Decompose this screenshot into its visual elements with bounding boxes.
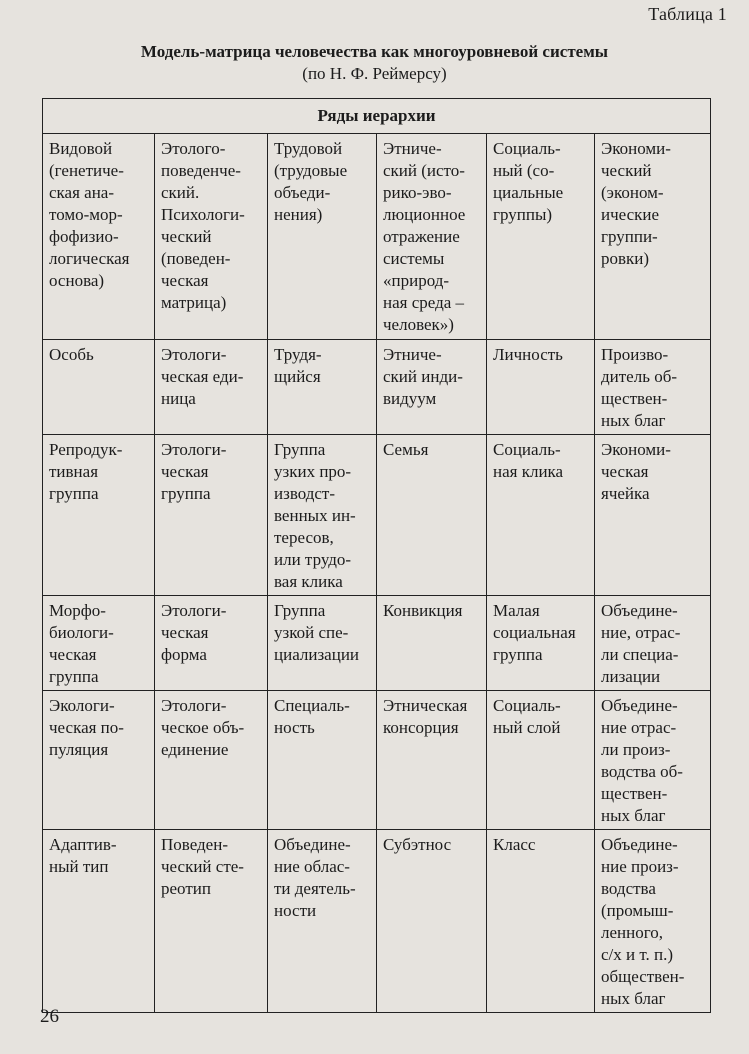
table-cell: Репродук- тивная группа <box>43 435 155 596</box>
column-header: Социаль- ный (со- циальные группы) <box>487 134 595 340</box>
table-cell: Объедине- ние отрас- ли произ- водства об- ществен- ных благ <box>595 691 711 830</box>
table-cell: Объедине- ние облас- ти деятель- ности <box>268 830 377 1013</box>
table-cell: Поведен- ческий сте- реотип <box>155 830 268 1013</box>
top-header-cell: Ряды иерархии <box>43 99 711 134</box>
table-cell: Группа узкой спе- циализации <box>268 596 377 691</box>
table-cell: Этническая консорция <box>377 691 487 830</box>
column-header: Видовой (генетиче- ская ана- томо-мор- фофизио- логическая основа) <box>43 134 155 340</box>
table-cell: Малая социальная группа <box>487 596 595 691</box>
table-label: Таблица 1 <box>648 4 727 24</box>
column-header: Экономи- ческий (эконом- ические группи- ровки) <box>595 134 711 340</box>
table-cell: Этологи- ческое объ- единение <box>155 691 268 830</box>
column-header: Этолого- поведенче- ский. Психологи- ческий (поведен- ческая матрица) <box>155 134 268 340</box>
column-header: Трудовой (трудовые объеди- нения) <box>268 134 377 340</box>
top-header-row <box>43 99 711 134</box>
table-cell: Этологи- ческая еди- ница <box>155 340 268 435</box>
hierarchy-matrix-table <box>42 98 711 1013</box>
table-cell: Объедине- ние произ- водства (промыш- ленного, с/х и т. п.) обществен- ных благ <box>595 830 711 1013</box>
table-row <box>43 435 711 596</box>
table-cell: Личность <box>487 340 595 435</box>
column-header-row <box>43 134 711 340</box>
table-cell: Группа узких про- изводст- венных ин- тересов, или трудо- вая клика <box>268 435 377 596</box>
table-cell: Адаптив- ный тип <box>43 830 155 1013</box>
table-cell: Морфо- биологи- ческая группа <box>43 596 155 691</box>
table-cell: Конвикция <box>377 596 487 691</box>
table-row <box>43 691 711 830</box>
table-cell: Этологи- ческая форма <box>155 596 268 691</box>
table-cell: Произво- дитель об- ществен- ных благ <box>595 340 711 435</box>
table-cell: Социаль- ный слой <box>487 691 595 830</box>
table-row <box>43 596 711 691</box>
table-cell: Объедине- ние, отрас- ли специа- лизации <box>595 596 711 691</box>
table-cell: Особь <box>43 340 155 435</box>
table-cell: Трудя- щийся <box>268 340 377 435</box>
table-cell: Семья <box>377 435 487 596</box>
table-row <box>43 340 711 435</box>
table-cell: Социаль- ная клика <box>487 435 595 596</box>
table-cell: Экологи- ческая по- пуляция <box>43 691 155 830</box>
page-number: 26 <box>40 1006 59 1027</box>
table-row <box>43 830 711 1013</box>
table-title: Модель-матрица человечества как многоуровневой системы <box>140 42 609 61</box>
table-cell: Этниче- ский инди- видуум <box>377 340 487 435</box>
table-cell: Класс <box>487 830 595 1013</box>
table-cell: Этологи- ческая группа <box>155 435 268 596</box>
table-cell: Экономи- ческая ячейка <box>595 435 711 596</box>
table-cell: Субэтнос <box>377 830 487 1013</box>
table-cell: Специаль- ность <box>268 691 377 830</box>
column-header: Этниче- ский (исто- рико-эво- люционное отражение системы «природ- ная среда – человек») <box>377 134 487 340</box>
table-subtitle: (по Н. Ф. Реймерсу) <box>302 64 447 83</box>
